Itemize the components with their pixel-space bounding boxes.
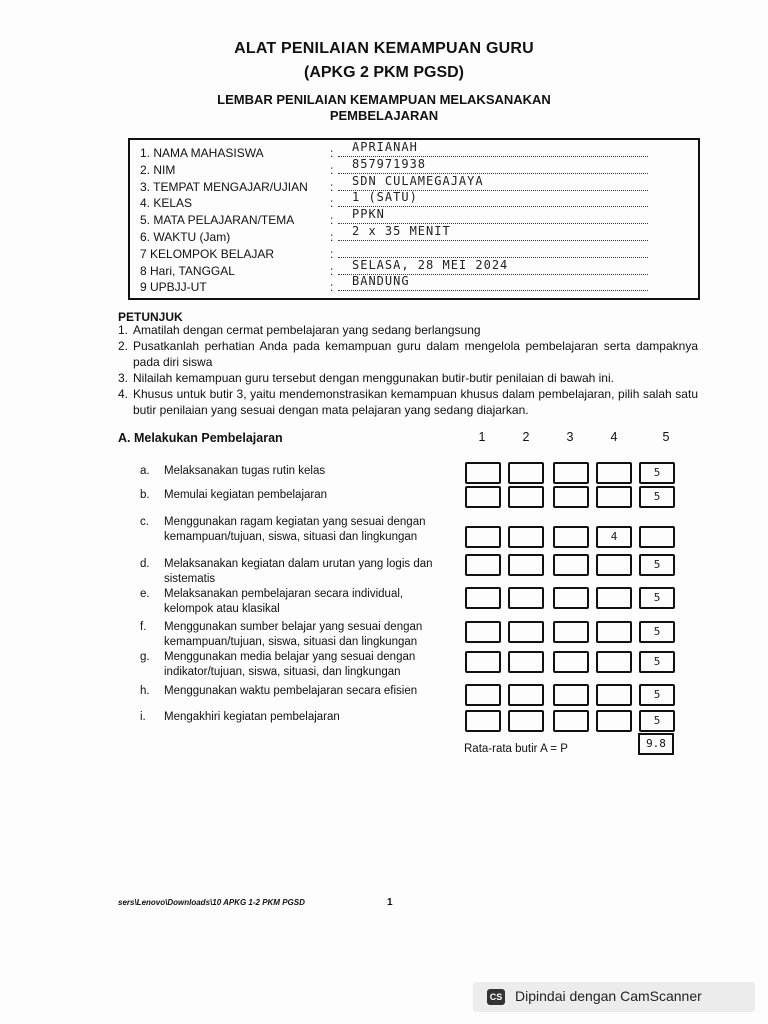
instructions-title: PETUNJUK <box>118 310 183 324</box>
score-box-marked[interactable] <box>639 710 675 732</box>
identity-label: 7 KELOMPOK BELAJAR <box>140 246 275 261</box>
score-box[interactable] <box>596 462 632 484</box>
score-box[interactable] <box>508 621 544 643</box>
item-text: Menggunakan ragam kegiatan yang sesuai dengan kemampuan/tujuan, siswa, situasi dan lingkungan <box>164 516 426 543</box>
score-box[interactable] <box>596 710 632 732</box>
identity-row <box>140 257 690 281</box>
identity-colon: : <box>330 213 334 228</box>
score-box[interactable] <box>596 587 632 609</box>
identity-colon: : <box>330 162 334 177</box>
score-mark: 4 <box>610 530 618 543</box>
score-box[interactable] <box>508 684 544 706</box>
score-box[interactable] <box>465 710 501 732</box>
sheet-title-line1: LEMBAR PENILAIAN KEMAMPUAN MELAKSANAKAN <box>217 92 551 107</box>
identity-label: 2. NIM <box>140 162 176 177</box>
identity-colon: : <box>330 246 334 261</box>
item-text: Mengakhiri kegiatan pembelajaran <box>164 711 340 723</box>
identity-colon: : <box>330 280 334 295</box>
score-box[interactable] <box>508 486 544 508</box>
item-letter: i. <box>140 711 146 723</box>
score-box[interactable] <box>553 486 589 508</box>
identity-value: 2 x 35 MENIT <box>352 224 451 238</box>
score-column-number: 1 <box>478 430 486 444</box>
item-text: Memulai kegiatan pembelajaran <box>164 489 328 501</box>
score-mark: 5 <box>653 490 661 503</box>
score-box[interactable] <box>508 587 544 609</box>
footer-file-path: sers\Lenovo\Downloads\10 APKG 1-2 PKM PGSD <box>118 898 305 907</box>
score-box-marked[interactable] <box>639 462 675 484</box>
identity-value: SELASA, 28 MEI 2024 <box>352 257 509 272</box>
identity-label: 1. NAMA MAHASISWA <box>140 146 264 160</box>
score-column-number: 4 <box>610 430 618 444</box>
score-mark: 5 <box>653 688 661 701</box>
instruction-number: 4. <box>118 387 129 401</box>
average-value-box: 9.8 <box>638 733 674 755</box>
score-box[interactable] <box>508 710 544 732</box>
identity-box <box>128 138 700 300</box>
item-text: Melaksanakan tugas rutin kelas <box>164 465 326 477</box>
item-letter: b. <box>140 489 150 501</box>
identity-value: SDN CULAMEGAJAYA <box>352 173 484 188</box>
identity-row <box>140 190 690 213</box>
item-text: Melaksanakan pembelajaran secara individual, kelompok atau klasikal <box>164 588 404 615</box>
item-letter: f. <box>140 621 147 633</box>
identity-row <box>140 224 690 247</box>
identity-label: 8 Hari, TANGGAL <box>140 263 235 278</box>
score-box[interactable] <box>465 587 501 609</box>
item-letter: a. <box>140 465 150 477</box>
score-box[interactable] <box>596 486 632 508</box>
identity-dotted-line <box>338 240 648 241</box>
score-box-marked[interactable] <box>639 587 675 609</box>
score-box[interactable] <box>596 621 632 643</box>
item-letter: d. <box>140 558 150 570</box>
identity-colon: : <box>330 263 334 278</box>
score-box[interactable] <box>553 684 589 706</box>
identity-value: BANDUNG <box>352 274 410 289</box>
identity-colon: : <box>330 196 334 211</box>
item-text: Menggunakan sumber belajar yang sesuai dengan kemampuan/tujuan, siswa, situasi dan lingkungan <box>164 621 423 648</box>
score-box[interactable] <box>596 651 632 673</box>
camscanner-logo-icon: CS <box>487 989 505 1005</box>
score-box[interactable] <box>508 462 544 484</box>
instruction-number: 3. <box>118 371 129 385</box>
identity-row <box>140 274 690 297</box>
score-box[interactable] <box>639 526 675 548</box>
score-box[interactable] <box>465 554 501 576</box>
document-title: ALAT PENILAIAN KEMAMPUAN GURU <box>234 40 534 57</box>
score-box[interactable] <box>596 684 632 706</box>
identity-label: 9 UPBJJ-UT <box>140 280 207 295</box>
score-box[interactable] <box>553 621 589 643</box>
score-box[interactable] <box>465 526 501 548</box>
identity-label: 3. TEMPAT MENGAJAR/UJIAN <box>140 179 308 194</box>
score-box[interactable] <box>465 651 501 673</box>
score-box[interactable] <box>508 651 544 673</box>
document-subtitle-code: (APKG 2 PKM PGSD) <box>303 64 464 81</box>
item-letter: c. <box>140 516 149 528</box>
score-box-marked[interactable] <box>639 651 675 673</box>
score-box-marked[interactable] <box>639 621 675 643</box>
score-box[interactable] <box>508 554 544 576</box>
score-box[interactable] <box>553 462 589 484</box>
item-text: Melaksanakan kegiatan dalam urutan yang logis dan sistematis <box>164 558 433 585</box>
score-box[interactable] <box>553 554 589 576</box>
item-letter: h. <box>140 685 150 697</box>
instruction-text: Khusus untuk butir 3, yaitu mendemonstrasikan kemampuan khusus dalam pembelajaran, pilih salah satu butir penilaian yang sesuai dengan mata pelajaran yang sedang diajarkan. <box>133 387 698 417</box>
score-mark: 5 <box>653 466 661 479</box>
item-letter: g. <box>140 651 150 663</box>
identity-colon: : <box>330 230 334 244</box>
instruction-text: Nilailah kemampuan guru tersebut dengan menggunakan butir-butir penilaian di bawah ini. <box>133 371 614 385</box>
identity-value: 857971938 <box>352 156 427 171</box>
identity-value: 1 (SATU) <box>352 190 418 205</box>
score-box[interactable] <box>596 554 632 576</box>
identity-value: APRIANAH <box>352 140 418 154</box>
score-mark: 5 <box>653 655 661 668</box>
identity-label: 5. MATA PELAJARAN/TEMA <box>140 213 295 228</box>
score-mark: 5 <box>653 591 661 604</box>
item-letter: e. <box>140 588 150 600</box>
score-box[interactable] <box>508 526 544 548</box>
score-column-number: 5 <box>662 430 670 444</box>
score-box-marked[interactable] <box>639 554 675 576</box>
score-mark: 5 <box>653 625 661 638</box>
instruction-number: 2. <box>118 339 129 353</box>
score-box-marked[interactable] <box>639 486 675 508</box>
score-mark: 5 <box>653 558 661 571</box>
score-column-number: 3 <box>566 430 574 444</box>
score-box[interactable] <box>465 462 501 484</box>
instruction-text: Amatilah dengan cermat pembelajaran yang sedang berlangsung <box>133 323 481 337</box>
camscanner-text: Dipindai dengan CamScanner <box>515 988 702 1004</box>
sheet-title-line2: PEMBELAJARAN <box>329 108 439 123</box>
score-box[interactable] <box>553 526 589 548</box>
score-box-marked[interactable] <box>639 684 675 706</box>
identity-value: PPKN <box>352 207 385 222</box>
item-text: Menggunakan waktu pembelajaran secara efisien <box>164 685 418 697</box>
score-box-marked[interactable] <box>596 526 632 548</box>
identity-label: 6. WAKTU (Jam) <box>140 230 231 244</box>
score-box[interactable] <box>465 684 501 706</box>
instruction-number: 1. <box>118 323 129 337</box>
average-label: Rata-rata butir A = P <box>464 743 568 755</box>
identity-label: 4. KELAS <box>140 196 193 211</box>
score-column-number: 2 <box>522 430 530 444</box>
score-box[interactable] <box>553 651 589 673</box>
score-box[interactable] <box>465 486 501 508</box>
footer-page-number: 1 <box>387 897 393 908</box>
document-sheet-title <box>0 92 768 124</box>
identity-colon: : <box>330 146 334 160</box>
identity-dotted-line <box>338 290 648 291</box>
score-box[interactable] <box>465 621 501 643</box>
instruction-text: Pusatkanlah perhatian Anda pada kemampuan guru dalam mengelola pembelajaran serta dampaknya pada diri siswa <box>133 339 698 369</box>
score-mark: 5 <box>653 714 661 727</box>
camscanner-watermark <box>473 982 755 1012</box>
identity-colon: : <box>330 179 334 194</box>
section-a-heading: A. Melakukan Pembelajaran <box>118 431 283 445</box>
item-text: Menggunakan media belajar yang sesuai dengan indikator/tujuan, siswa, situasi, dan lingkungan <box>164 651 416 678</box>
score-box[interactable] <box>553 710 589 732</box>
score-box[interactable] <box>553 587 589 609</box>
